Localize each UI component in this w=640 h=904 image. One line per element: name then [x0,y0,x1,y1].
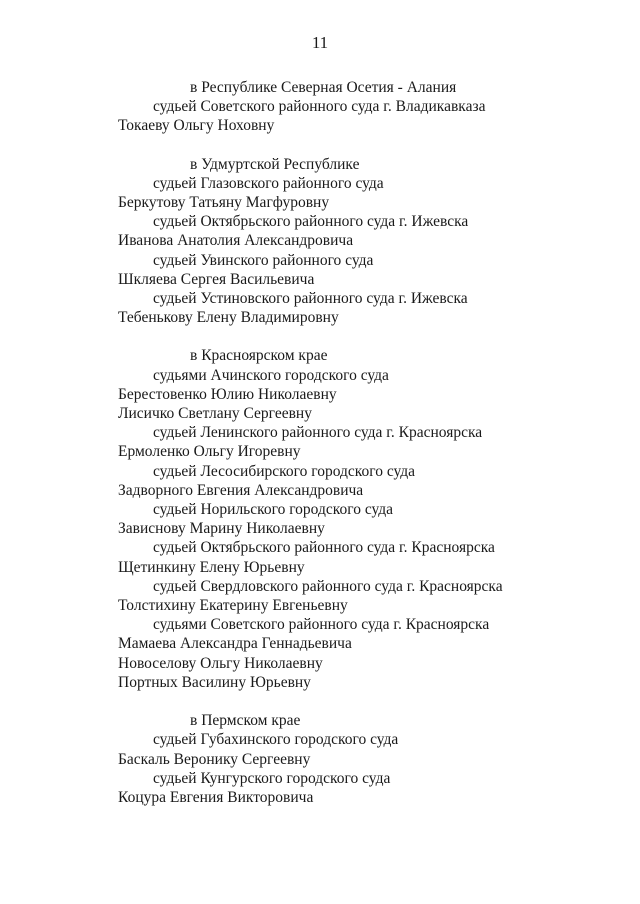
court-appointment: судьей Устиновского районного суда г. Ижевска [153,290,468,308]
judge-name: Задворного Евгения Александровича [118,481,364,499]
court-appointment: судьей Кунгурского городского суда [153,769,391,787]
judge-name: Ермоленко Ольгу Игоревну [118,443,301,461]
region-heading: в Красноярском крае [190,347,328,365]
region-section [0,346,640,692]
judge-name: Щетинкину Елену Юрьевну [118,558,305,576]
judge-name: Зависнову Марину Николаевну [118,520,325,538]
court-appointment: судьей Норильского городского суда [153,501,394,519]
court-appointment: судьей Губахинского городского суда [153,731,399,749]
region-section [0,78,640,136]
judge-name: Беркутову Татьяну Магфуровну [118,194,330,212]
court-appointment: судьей Лесосибирского городского суда [153,462,416,480]
court-appointment: судьей Октябрьского районного суда г. Красноярска [153,539,495,557]
judge-name: Иванова Анатолия Александровича [118,232,354,250]
judge-name: Баскаль Веронику Сергеевну [118,750,311,768]
judge-name: Мамаева Александра Геннадьевича [118,635,352,653]
court-appointment: судьей Свердловского районного суда г. Красноярска [153,577,503,595]
court-appointment: судьей Ленинского районного суда г. Красноярска [153,424,483,442]
region-section [0,711,640,807]
judge-name: Токаеву Ольгу Ноховну [118,117,275,135]
court-appointment: судьей Глазовского районного суда [153,174,384,192]
judge-name: Берестовенко Юлию Николаевну [118,385,337,403]
court-appointment: судьей Советского районного суда г. Владикавказа [153,98,486,116]
court-appointment: судьями Советского районного суда г. Красноярска [153,616,490,634]
judge-name: Коцура Евгения Викторовича [118,788,314,806]
court-appointment: судьей Увинского районного суда [153,251,374,269]
region-heading: в Пермском крае [190,712,301,730]
judge-name: Портных Василину Юрьевну [118,673,311,691]
judge-name: Тебенькову Елену Владимировну [118,309,339,327]
court-appointment: судьями Ачинского городского суда [153,366,389,384]
region-heading: в Республике Северная Осетия - Алания [190,79,457,96]
region-section [0,155,640,328]
judge-name: Шкляева Сергея Васильевича [118,270,315,288]
judge-name: Толстихину Екатерину Евгеньевну [118,597,348,615]
region-heading: в Удмуртской Республике [190,155,360,173]
judge-name: Новоселову Ольгу Николаевну [118,654,323,672]
court-appointment: судьей Октябрьского районного суда г. Ижевска [153,213,469,231]
page-number: 11 [311,33,329,52]
document-body [0,78,640,826]
judge-name: Лисичко Светлану Сергеевну [118,405,312,423]
